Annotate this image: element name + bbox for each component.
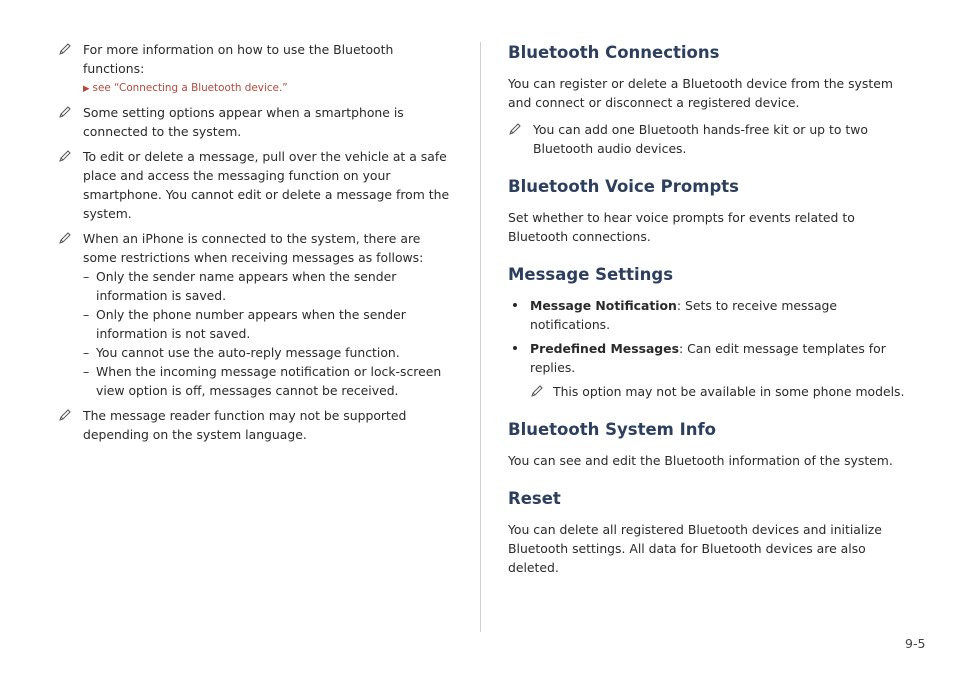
restriction-item: – Only the phone number appears when the sender information is not saved. bbox=[83, 307, 406, 341]
section-body: You can delete all registered Bluetooth devices and initialize Bluetooth settings. All data for Bluetooth devices are also deleted. bbox=[508, 522, 882, 575]
page-number: 9-5 bbox=[905, 636, 926, 651]
note-text: This option may not be available in some phone models. bbox=[553, 384, 905, 399]
section-bluetooth-connections bbox=[508, 42, 908, 158]
restriction-item: – Only the sender name appears when the sender information is saved. bbox=[83, 269, 397, 303]
reference-text: see “Connecting a Bluetooth device.” bbox=[92, 82, 288, 94]
section-bluetooth-system-info bbox=[508, 419, 908, 470]
note-device-limit bbox=[508, 120, 908, 158]
bullet-dot bbox=[513, 346, 517, 350]
restriction-item: – You cannot use the auto-reply message function. bbox=[83, 345, 400, 360]
dash-marker: – bbox=[83, 364, 90, 379]
section-heading: Reset bbox=[508, 489, 561, 508]
arrow-right-icon: ▶ bbox=[83, 84, 90, 94]
note-pencil-icon bbox=[58, 408, 72, 422]
section-body: You can see and edit the Bluetooth information of the system. bbox=[508, 453, 893, 468]
note-message-reader bbox=[58, 406, 458, 444]
section-heading: Bluetooth System Info bbox=[508, 420, 716, 439]
section-message-settings bbox=[508, 264, 908, 401]
note-edit-message bbox=[58, 147, 458, 223]
note-pencil-icon bbox=[58, 231, 72, 245]
section-heading: Message Settings bbox=[508, 265, 674, 284]
dash-marker: – bbox=[83, 269, 90, 284]
note-text: To edit or delete a message, pull over the vehicle at a safe place and access the messaging function on your smartphone. You cannot edit or delete a message from the system. bbox=[83, 149, 450, 221]
section-bluetooth-voice-prompts bbox=[508, 176, 908, 246]
note-smartphone-options bbox=[58, 103, 458, 141]
dash-marker: – bbox=[83, 307, 90, 322]
note-bluetooth-info bbox=[58, 40, 458, 97]
section-body: You can register or delete a Bluetooth device from the system and connect or disconnect a registered device. bbox=[508, 76, 893, 110]
note-pencil-icon bbox=[508, 122, 522, 136]
list-item: Predefined Messages: Can edit message templates for replies. bbox=[508, 339, 908, 377]
restriction-item: – When the incoming message notification or lock-screen view option is off, messages cannot be received. bbox=[83, 364, 442, 398]
note-phone-models bbox=[508, 382, 908, 401]
section-heading: Bluetooth Voice Prompts bbox=[508, 177, 739, 196]
section-reset bbox=[508, 488, 908, 577]
note-text: For more information on how to use the Bluetooth functions: bbox=[83, 42, 394, 76]
note-pencil-icon bbox=[58, 149, 72, 163]
note-text: You can add one Bluetooth hands-free kit or up to two Bluetooth audio devices. bbox=[533, 122, 868, 156]
section-heading: Bluetooth Connections bbox=[508, 43, 720, 62]
note-iphone-restrictions bbox=[58, 229, 458, 400]
note-pencil-icon bbox=[58, 105, 72, 119]
note-pencil-icon bbox=[530, 384, 544, 398]
bullet-dot bbox=[513, 303, 517, 307]
reference-link[interactable] bbox=[83, 80, 458, 97]
note-pencil-icon bbox=[58, 42, 72, 56]
list-item: Message Notification: Sets to receive message notifications. bbox=[508, 296, 908, 334]
column-divider bbox=[480, 42, 481, 632]
left-column bbox=[58, 40, 458, 450]
dash-marker: – bbox=[83, 345, 90, 360]
right-column bbox=[508, 42, 908, 595]
note-text: Some setting options appear when a smartphone is connected to the system. bbox=[83, 105, 404, 139]
note-text: When an iPhone is connected to the system, there are some restrictions when receiving messages as follows: bbox=[83, 231, 424, 265]
section-body: Set whether to hear voice prompts for events related to Bluetooth connections. bbox=[508, 210, 855, 244]
note-text: The message reader function may not be supported depending on the system language. bbox=[83, 408, 407, 442]
